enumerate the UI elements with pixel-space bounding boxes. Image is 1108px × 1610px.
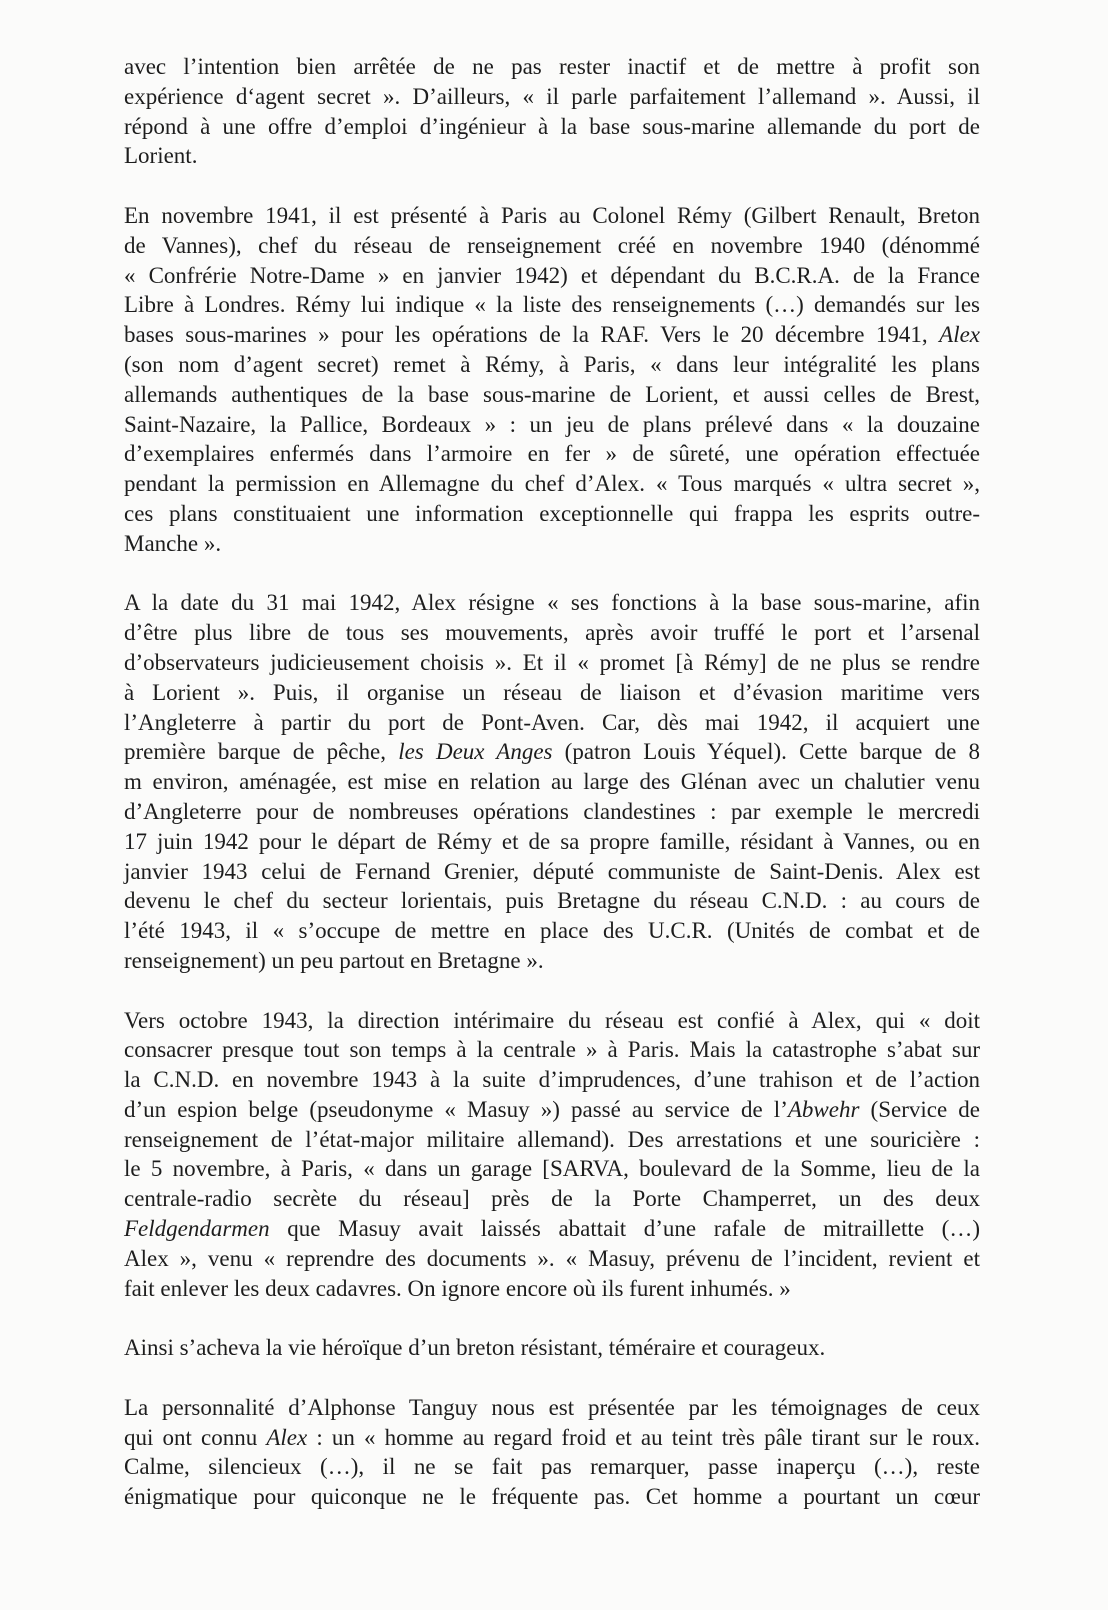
text-run: la C.N.D. en novembre 1943 à la suite d’imprudences, d’une trahison et de l’action: [124, 1067, 980, 1093]
text-line: [124, 886, 980, 916]
text-line: [124, 1423, 980, 1453]
paragraph: [124, 201, 980, 559]
italic-text: Feldgendarmen: [124, 1216, 270, 1242]
text-line: [124, 678, 980, 708]
text-line: [124, 1274, 980, 1304]
text-line: [124, 648, 980, 678]
text-run: Lorient.: [124, 143, 198, 169]
text-run: centrale-radio secrète du réseau] près de la Porte Champerret, un des deux: [124, 1186, 980, 1212]
text-run: expérience d‘agent secret ». D’ailleurs, « il parle parfaitement l’allemand ». Aussi, il: [124, 83, 980, 109]
text-run: : un « homme au regard froid et au teint très pâle tirant sur le roux.: [307, 1424, 981, 1450]
text-run: (patron Louis Yéquel). Cette barque de 8: [552, 739, 981, 765]
text-line: [124, 1333, 980, 1363]
italic-text: Abwehr: [787, 1096, 860, 1122]
text-line: [124, 708, 980, 738]
text-run: m environ, aménagée, est mise en relation au large des Glénan avec un chalutier venu: [124, 769, 980, 795]
paragraph: [124, 1333, 980, 1363]
text-line: [124, 261, 980, 291]
text-line: [124, 737, 980, 767]
text-run: d’observateurs judicieusement choisis ». Et il « promet [à Rémy] de ne plus se rendre: [124, 649, 980, 675]
text-line: [124, 231, 980, 261]
text-line: [124, 1482, 980, 1512]
text-line: [124, 1452, 980, 1482]
text-run: janvier 1943 celui de Fernand Grenier, député communiste de Saint-Denis. Alex est: [124, 858, 980, 884]
text-run: l’Angleterre à partir du port de Pont-Aven. Car, dès mai 1942, il acquiert une: [124, 709, 980, 735]
text-run: « Confrérie Notre-Dame » en janvier 1942) et dépendant du B.C.R.A. de la France: [124, 262, 980, 288]
text-line: [124, 916, 980, 946]
text-line: [124, 112, 980, 142]
text-line: [124, 857, 980, 887]
text-run: ces plans constituaient une information exceptionnelle qui frappa les esprits outre-: [124, 500, 980, 526]
text-run: Libre à Londres. Rémy lui indique « la liste des renseignements (…) demandés sur les: [124, 292, 980, 318]
text-line: [124, 1184, 980, 1214]
text-line: [124, 1214, 980, 1244]
text-line: [124, 141, 980, 171]
text-run: de Vannes), chef du réseau de renseignement créé en novembre 1940 (dénommé: [124, 232, 980, 258]
text-run: fait enlever les deux cadavres. On ignore encore où ils furent inhumés. »: [124, 1275, 791, 1301]
text-run: l’été 1943, il « s’occupe de mettre en place des U.C.R. (Unités de combat et de: [124, 918, 980, 944]
text-run: Calme, silencieux (…), il ne se fait pas remarquer, passe inaperçu (…), reste: [124, 1454, 980, 1480]
text-line: [124, 350, 980, 380]
text-run: (Service de: [859, 1096, 980, 1122]
paragraph: [124, 1006, 980, 1304]
text-run: Vers octobre 1943, la direction intérimaire du réseau est confié à Alex, qui « doit: [124, 1007, 980, 1033]
text-line: [124, 1154, 980, 1184]
text-run: énigmatique pour quiconque ne le fréquente pas. Cet homme a pourtant un cœur: [124, 1484, 980, 1510]
text-line: [124, 1065, 980, 1095]
document-page: [124, 52, 980, 1512]
text-run: première barque de pêche,: [124, 739, 399, 765]
text-run: A la date du 31 mai 1942, Alex résigne « ses fonctions à la base sous-marine, afin: [124, 590, 980, 616]
text-line: [124, 380, 980, 410]
text-line: [124, 290, 980, 320]
text-run: renseignement) un peu partout en Bretagne ».: [124, 947, 544, 973]
text-line: [124, 1095, 980, 1125]
paragraph: [124, 52, 980, 171]
text-run: le 5 novembre, à Paris, « dans un garage [SARVA, boulevard de la Somme, lieu de la: [124, 1156, 980, 1182]
text-run: que Masuy avait laissés abattait d’une rafale de mitraillette (…): [269, 1216, 980, 1242]
text-line: [124, 946, 980, 976]
text-line: [124, 410, 980, 440]
text-run: d’Angleterre pour de nombreuses opérations clandestines : par exemple le mercredi: [124, 798, 980, 824]
text-run: qui ont connu: [124, 1424, 267, 1450]
text-run: répond à une offre d’emploi d’ingénieur à la base sous-marine allemande du port de: [124, 113, 980, 139]
text-line: [124, 618, 980, 648]
text-run: (son nom d’agent secret) remet à Rémy, à Paris, « dans leur intégralité les plans: [124, 351, 980, 377]
text-run: avec l’intention bien arrêtée de ne pas rester inactif et de mettre à profit son: [124, 54, 980, 79]
text-line: [124, 767, 980, 797]
text-line: [124, 529, 980, 559]
text-line: [124, 82, 980, 112]
text-line: [124, 201, 980, 231]
italic-text: les Deux Anges: [398, 739, 553, 765]
text-run: Saint-Nazaire, la Pallice, Bordeaux » : un jeu de plans prélevé dans « la douzaine: [124, 411, 980, 437]
text-line: [124, 320, 980, 350]
text-line: [124, 469, 980, 499]
text-run: d’un espion belge (pseudonyme « Masuy ») passé au service de l’: [124, 1096, 788, 1122]
text-line: [124, 1244, 980, 1274]
text-line: [124, 52, 980, 82]
text-line: [124, 1125, 980, 1155]
text-run: consacrer presque tout son temps à la centrale » à Paris. Mais la catastrophe s’abat sur: [124, 1037, 980, 1063]
text-run: bases sous-marines » pour les opérations de la RAF. Vers le 20 décembre 1941,: [124, 322, 940, 348]
text-line: [124, 797, 980, 827]
paragraph: [124, 588, 980, 975]
text-line: [124, 1393, 980, 1423]
text-line: [124, 499, 980, 529]
text-run: d’exemplaires enfermés dans l’armoire en fer » de sûreté, une opération effectuée: [124, 441, 980, 467]
text-line: [124, 1006, 980, 1036]
text-run: d’être plus libre de tous ses mouvements, après avoir truffé le port et l’arsenal: [124, 620, 980, 646]
text-run: 17 juin 1942 pour le départ de Rémy et de sa propre famille, résidant à Vannes, ou en: [124, 828, 980, 854]
paragraph: [124, 1393, 980, 1512]
text-line: [124, 439, 980, 469]
text-run: pendant la permission en Allemagne du chef d’Alex. « Tous marqués « ultra secret »,: [124, 471, 980, 497]
italic-text: Alex: [266, 1424, 308, 1450]
text-run: En novembre 1941, il est présenté à Paris au Colonel Rémy (Gilbert Renault, Breton: [124, 202, 980, 228]
text-run: Alex », venu « reprendre des documents ». « Masuy, prévenu de l’incident, revient et: [124, 1245, 980, 1271]
text-run: La personnalité d’Alphonse Tanguy nous est présentée par les témoignages de ceux: [124, 1394, 980, 1420]
text-run: Manche ».: [124, 530, 222, 556]
text-run: Ainsi s’acheva la vie héroïque d’un breton résistant, téméraire et courageux.: [124, 1335, 826, 1361]
text-run: devenu le chef du secteur lorientais, puis Bretagne du réseau C.N.D. : au cours de: [124, 888, 980, 914]
text-run: allemands authentiques de la base sous-marine de Lorient, et aussi celles de Brest,: [124, 381, 980, 407]
italic-text: Alex: [939, 322, 980, 348]
text-run: à Lorient ». Puis, il organise un réseau de liaison et d’évasion maritime vers: [124, 679, 980, 705]
text-run: renseignement de l’état-major militaire allemand). Des arrestations et une souricière :: [124, 1126, 980, 1152]
text-line: [124, 1035, 980, 1065]
text-line: [124, 827, 980, 857]
text-line: [124, 588, 980, 618]
